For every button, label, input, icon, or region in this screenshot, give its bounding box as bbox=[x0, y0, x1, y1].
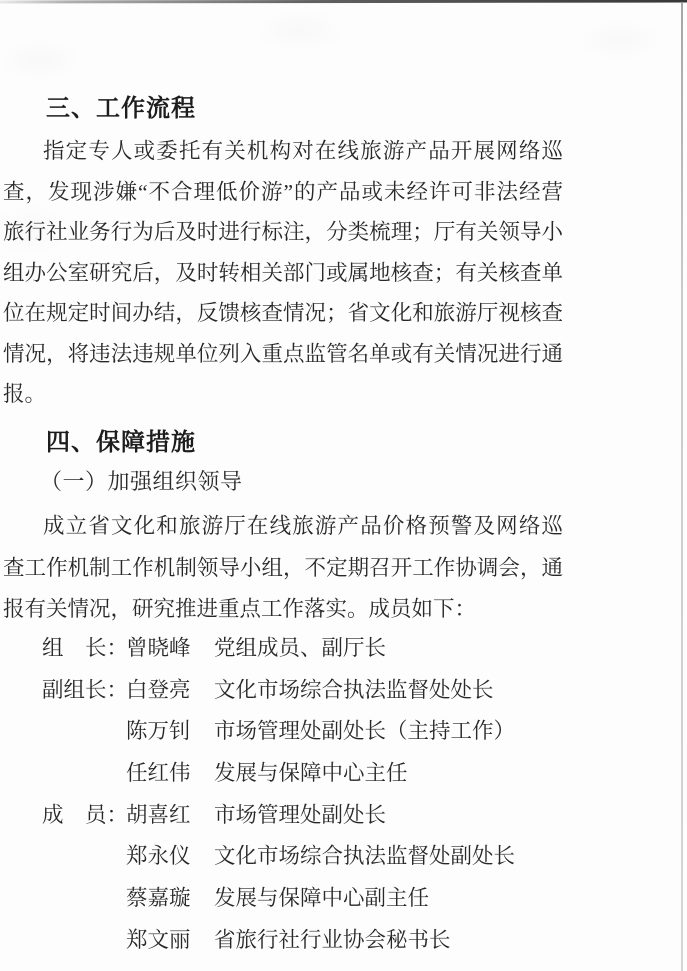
member-role: 副组长： bbox=[42, 677, 129, 702]
paragraph-workflow bbox=[3, 131, 563, 415]
paragraph-line: 组办公室研究后，及时转相关部门或属地核查；有关核查单 bbox=[3, 260, 563, 285]
member-name: 陈万钊 bbox=[126, 719, 191, 744]
scan-edge-top-line bbox=[0, 0, 687, 3]
member-row bbox=[42, 836, 642, 878]
subsection-heading-leadership: （一）加强组织领导 bbox=[40, 469, 243, 494]
member-row bbox=[42, 878, 642, 920]
member-name: 郑永仪 bbox=[126, 844, 191, 869]
member-name: 曾晓峰 bbox=[126, 636, 191, 660]
member-title: 发展与保障中心副主任 bbox=[214, 886, 430, 911]
paragraph-line: 查，发现涉嫌“不合理低价游”的产品或未经许可非法经营 bbox=[3, 179, 563, 204]
paragraph-line: 报有关情况，研究推进重点工作落实。成员如下： bbox=[3, 597, 477, 621]
paragraph-line: 指定专人或委托有关机构对在线旅游产品开展网络巡 bbox=[43, 139, 563, 163]
member-row bbox=[42, 795, 642, 837]
member-row bbox=[42, 670, 642, 712]
paragraph-leadership bbox=[3, 506, 563, 631]
member-name: 白登亮 bbox=[126, 677, 191, 702]
paragraph-line: 情况，将违法违规单位列入重点监管名单或有关情况进行通 bbox=[3, 341, 563, 366]
member-role: 组 长： bbox=[42, 636, 129, 660]
member-title: 党组成员、副厅长 bbox=[214, 636, 387, 660]
member-list bbox=[42, 628, 642, 962]
paragraph-line: 成立省文化和旅游厅在线旅游产品价格预警及网络巡 bbox=[43, 514, 563, 538]
member-title: 省旅行社行业协会秘书长 bbox=[214, 927, 451, 952]
member-name: 蔡嘉璇 bbox=[126, 886, 191, 911]
member-role: 成 员： bbox=[42, 802, 129, 827]
member-row bbox=[42, 628, 642, 670]
member-title: 发展与保障中心主任 bbox=[214, 761, 408, 786]
member-name: 任红伟 bbox=[126, 761, 191, 786]
paragraph-line: 旅行社业务行为后及时进行标注，分类梳理；厅有关领导小 bbox=[3, 220, 563, 244]
paragraph-line: 位在规定时间办结，反馈核查情况；省文化和旅游厅视核查 bbox=[3, 301, 563, 325]
section-heading-safeguards: 四、保障措施 bbox=[46, 429, 196, 456]
scan-edge-right-line bbox=[681, 3, 683, 971]
member-title: 市场管理处副处长（主持工作） bbox=[214, 719, 516, 744]
member-row bbox=[42, 920, 642, 962]
paragraph-line: 报。 bbox=[3, 382, 47, 406]
member-title: 市场管理处副处长 bbox=[214, 802, 387, 827]
member-row bbox=[42, 753, 642, 795]
member-name: 胡喜红 bbox=[126, 802, 191, 827]
member-title: 文化市场综合执法监督处副处长 bbox=[214, 844, 516, 869]
member-title: 文化市场综合执法监督处处长 bbox=[214, 677, 494, 702]
member-name: 郑文丽 bbox=[126, 927, 191, 952]
paragraph-line: 查工作机制工作机制领导小组，不定期召开工作协调会，通 bbox=[3, 555, 563, 580]
member-row bbox=[42, 711, 642, 753]
section-heading-workflow: 三、工作流程 bbox=[46, 95, 196, 122]
